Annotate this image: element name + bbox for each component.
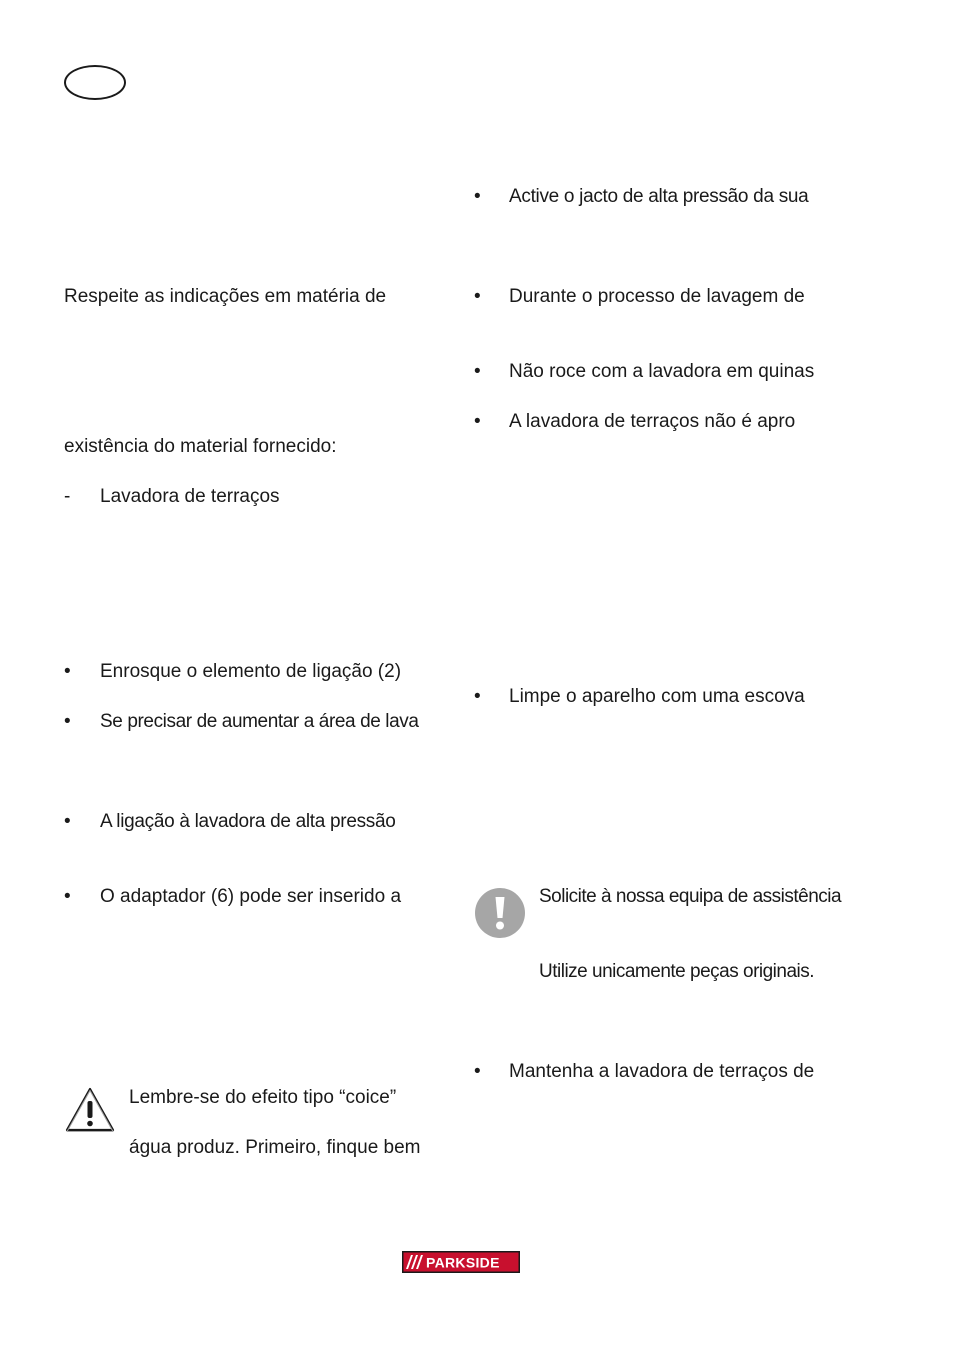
parkside-logo — [402, 1251, 520, 1273]
bullet: • — [474, 286, 481, 307]
cleaning-item: Limpe o aparelho com uma escova — [509, 686, 805, 707]
assembly-item: Enrosque o elemento de ligação (2) — [100, 661, 402, 682]
operation-item: Não roce com a lavadora em quinas — [509, 361, 815, 382]
scope-item: Lavadora de terraços — [100, 486, 280, 507]
warning-triangle-icon — [64, 1086, 116, 1134]
operation-item: Active o jacto de alta pressão da sua — [509, 186, 809, 207]
assembly-item: A ligação à lavadora de alta pressão — [100, 811, 396, 832]
bullet: • — [474, 186, 481, 207]
note-line-1: Solicite à nossa equipa de assistência — [539, 886, 842, 907]
bullet: • — [474, 686, 481, 707]
scope-text: existência do material fornecido: — [64, 436, 337, 457]
bullet: • — [64, 886, 71, 907]
storage-item: Mantenha a lavadora de terraços de — [509, 1061, 815, 1082]
warning-line-2: água produz. Primeiro, finque bem — [129, 1137, 421, 1158]
operation-item: Durante o processo de lavagem de — [509, 286, 805, 307]
note-line-2: Utilize unicamente peças originais. — [539, 961, 815, 982]
bullet: • — [474, 411, 481, 432]
bullet: • — [474, 361, 481, 382]
observe-text: Respeite as indicações em matéria de — [64, 286, 387, 307]
assembly-item: O adaptador (6) pode ser inserido a — [100, 886, 402, 907]
exclamation-circle-icon — [474, 887, 526, 939]
language-badge — [64, 65, 126, 100]
bullet: • — [64, 711, 71, 732]
warning-line-1: Lembre-se do efeito tipo “coice” — [129, 1087, 397, 1108]
bullet: • — [64, 661, 71, 682]
svg-text:PARKSIDE: PARKSIDE — [426, 1254, 500, 1271]
operation-item: A lavadora de terraços não é apro — [509, 411, 796, 432]
bullet: • — [64, 811, 71, 832]
dash-bullet: - — [64, 486, 71, 507]
bullet: • — [474, 1061, 481, 1082]
assembly-item: Se precisar de aumentar a área de lava — [100, 711, 419, 732]
